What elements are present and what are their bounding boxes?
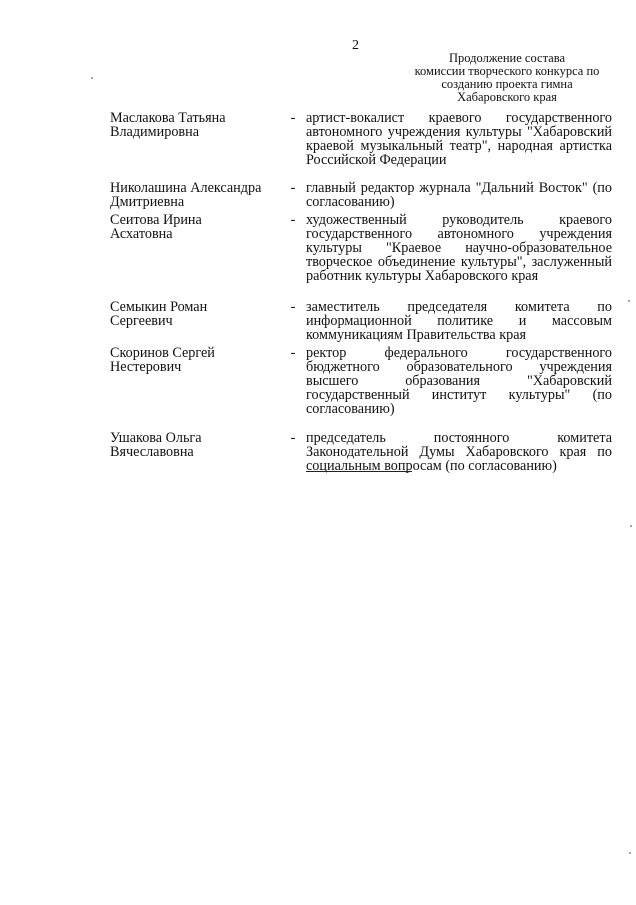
member-entry: [110, 300, 616, 342]
header-line: созданию проекта гимна: [441, 77, 573, 91]
member-patronymic: Сергеевич: [110, 313, 173, 329]
member-surname-name: Маслакова Татьяна: [110, 110, 226, 126]
member-name: [110, 213, 280, 283]
member-surname-name: Николашина Александра: [110, 180, 262, 196]
member-surname-name: Скоринов Сергей: [110, 345, 215, 361]
member-dash: -: [290, 430, 296, 446]
member-entry: [110, 213, 616, 283]
member-name: [110, 346, 280, 416]
scan-speck: [629, 852, 631, 854]
member-dash: -: [290, 180, 296, 196]
member-dash: -: [290, 110, 296, 126]
member-role: артист-вокалист краевого государственного автономного учреждения культуры "Хабаровский краевой музыкальный театр", народная артистка Российской Федерации: [306, 110, 612, 168]
member-entry: [110, 181, 616, 209]
member-patronymic: Асхатовна: [110, 226, 173, 242]
member-dash: -: [290, 212, 296, 228]
scan-speck: [91, 77, 93, 79]
member-role: художественный руководитель краевого государственного автономного учреждения культуры "Краевое научно-образовательное творческое объединение культуры", заслуженный работник культуры Хабаровского края: [306, 212, 612, 284]
member-dash: -: [290, 345, 296, 361]
member-name: [110, 300, 280, 342]
member-dash: -: [290, 299, 296, 315]
member-surname-name: Сеитова Ирина: [110, 212, 202, 228]
end-of-list-divider: [306, 471, 412, 472]
member-surname-name: Ушакова Ольга: [110, 430, 202, 446]
member-entry: [110, 346, 616, 416]
scan-speck: [630, 525, 632, 527]
member-entry: [110, 111, 616, 167]
member-name: [110, 181, 280, 209]
header-line: комиссии творческого конкурса по: [414, 64, 600, 78]
member-patronymic: Нестерович: [110, 359, 182, 375]
continuation-header: [398, 52, 616, 104]
member-patronymic: Владимировна: [110, 124, 199, 140]
header-line: Хабаровского края: [457, 90, 557, 104]
page-number: 2: [352, 38, 359, 53]
member-role: главный редактор журнала "Дальний Восток" (по согласованию): [306, 180, 612, 210]
header-line: Продолжение состава: [448, 51, 566, 65]
member-name: [110, 111, 280, 167]
scan-speck: [628, 300, 630, 302]
commission-member-list: [110, 111, 616, 473]
member-role: председатель постоянного комитета Законодательной Думы Хабаровского края по социальным вопросам (по согласованию): [306, 430, 612, 474]
member-surname-name: Семыкин Роман: [110, 299, 208, 315]
member-role: ректор федерального государственного бюджетного образовательного учреждения высшего образования "Хабаровский государственный институт культуры" (по согласованию): [306, 345, 612, 417]
member-name: [110, 431, 280, 473]
member-entry: [110, 431, 616, 473]
member-patronymic: Дмитриевна: [110, 194, 185, 210]
member-role: заместитель председателя комитета по информационной политике и массовым коммуникациям Правительства края: [306, 299, 612, 343]
member-patronymic: Вячеславовна: [110, 444, 194, 460]
